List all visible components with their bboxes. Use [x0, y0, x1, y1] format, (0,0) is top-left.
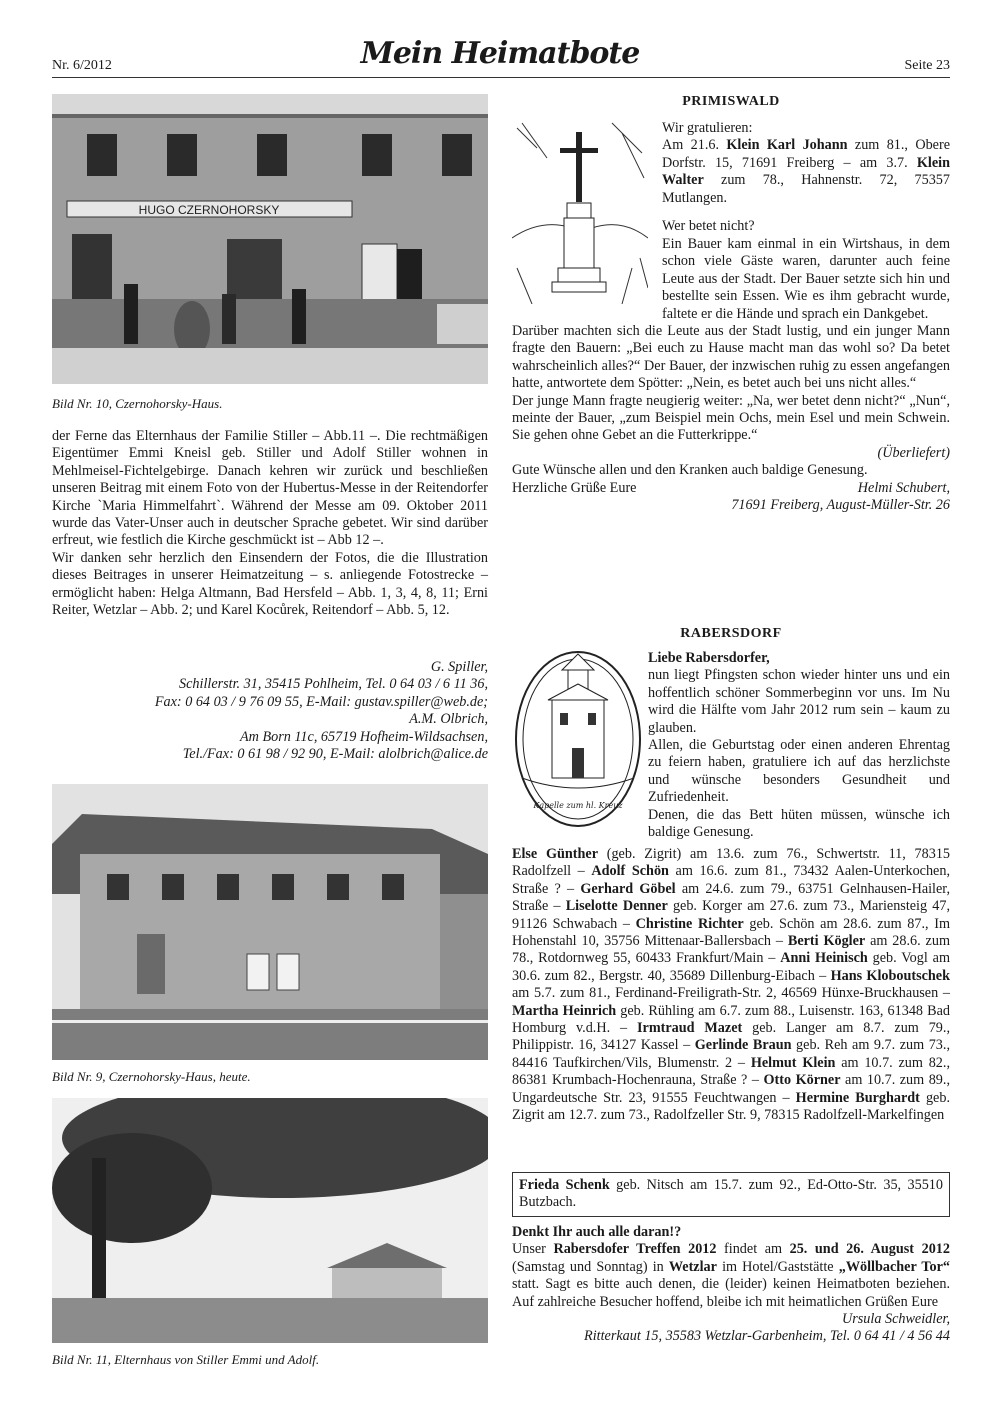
birthday-details: geb. Reh am 9.7. zum 73., 84416 Taufkirchen/Vils, Blumenstr. 2 – [512, 1037, 950, 1071]
intro-paragraph-1: nun liegt Pfingsten schon wieder hinter uns und ein hoffentlich schöner Sommerbeginn vor uns. Im Nu wird die Hälfte vom Jahr 2012 rum sein – kaum zu glauben. [648, 667, 950, 736]
reminder-event: Rabersdofer Treffen 2012 [553, 1241, 717, 1258]
meeting-reminder [512, 1224, 950, 1346]
birthday-name: Gerhard Göbel [580, 880, 676, 897]
caption-photo-10: Bild Nr. 10, Czernohorsky-Haus. [52, 396, 223, 411]
reminder-text: (Samstag und Sonntag) in [512, 1258, 669, 1275]
birthday-name: Irmtraud Mazet [637, 1020, 743, 1037]
birthday-name: Martha Heinrich [512, 1002, 617, 1019]
emblem-caption: Kapelle zum hl. Kreuz [533, 801, 623, 810]
birthday-details: am 10.7. zum 89., Ungardeutsche Str. 23, 91555 Feuchtwangen – [512, 1072, 950, 1106]
congrats-name-1: Klein Karl Johann [726, 137, 848, 154]
header-rule [52, 77, 950, 78]
primiswald-story [512, 236, 950, 515]
signature-line-1: G. Spiller, [430, 659, 488, 675]
birthday-name: Liselotte Denner [565, 898, 668, 915]
masthead-title: Mein Heimatbote [360, 36, 640, 71]
birthday-name: Helmut Klein [750, 1054, 836, 1071]
caption-photo-9: Bild Nr. 9, Czernohorsky-Haus, heute. [52, 1069, 251, 1084]
reminder-venue: „Wöllbacher Tor“ [838, 1258, 951, 1275]
issue-number: Nr. 6/2012 [52, 58, 112, 73]
signature-line-2: Schillerstr. 31, 35415 Pohlheim, Tel. 0 64 03 / 6 11 36, [179, 676, 488, 693]
birthday-name: Hermine Burghardt [795, 1089, 920, 1106]
birthday-details: am 5.7. zum 81., Ferdinand-Freiligrath-Str. 2, 46569 Hünxe-Bruckhausen – [512, 985, 950, 1002]
birthday-name: Else Günther [512, 846, 598, 862]
reminder-title: Denkt Ihr auch alle daran!? [512, 1224, 682, 1240]
congrats-intro: Wir gratulieren: [662, 120, 753, 136]
article-continuation [52, 428, 488, 619]
story-paragraph-2: Darüber machten sich die Leute aus der Stadt lustig, und ein junger Mann fragte den Bauern: „Bei euch zu Hause macht man das wohl so? Da betet wahrscheinlich alles?“ Der Bauer, der inzwischen ruhig zu essen angefangen hatte, antwortete dem Spötter: „Nein, es betet auch bei uns nicht alles.“ [512, 323, 950, 392]
article-paragraph-2: Wir danken sehr herzlich den Einsendern der Fotos, die die Illustration dieses Beitrages in unserer Heimatzeitung – s. anliegende Fotostrecke – ermöglicht haben: Helga Altmann, Bad Hersfeld – Abb. 1, 3, 4, 8, 11; Erni Reiter, Wetzlar – Abb. 2; und Karel Kocůrek, Reitendorf – Abb. 5, 12. [52, 549, 488, 619]
signature-line-3: Fax: 0 64 03 / 9 76 09 55, E-Mail: gustav.spiller@web.de; [154, 693, 488, 710]
rabersdorf-address: Ritterkaut 15, 35583 Wetzlar-Garbenheim, Tel. 0 64 41 / 4 56 44 [584, 1328, 950, 1345]
signature-line-5: Am Born 11c, 65719 Hofheim-Wildsachsen, [240, 728, 488, 745]
reminder-date: 25. und 26. August 2012 [789, 1241, 950, 1258]
shop-sign-text: HUGO CZERNOHORSKY [138, 203, 280, 217]
reminder-text: statt. Sagt es bitte auch denen, die (leider) keinen Heimatboten beziehen. Auf zahlreiche Besucher hoffend, bleibe ich mit heimatlichen Grüßen Eure [512, 1276, 950, 1310]
section-title-primiswald: PRIMISWALD [682, 94, 780, 109]
photo-czernohorsky-house-historic [52, 94, 488, 384]
page-number: Seite 23 [904, 58, 950, 73]
author-name: Helmi Schubert, [857, 479, 950, 496]
greeting: Herzliche Grüße Eure [512, 479, 637, 496]
salutation: Liebe Rabersdorfer, [648, 650, 770, 666]
birthday-details: geb. Vogl am 30.6. zum 82., Bergstr. 40, 35689 Dillenburg-Eibach – [512, 950, 950, 984]
birthday-details: am 24.6. zum 79., 63751 Gelnhausen-Hailer, Straße – [512, 880, 951, 915]
rabersdorf-author: Ursula Schweidler, [842, 1311, 950, 1328]
reminder-text: im Hotel/Gaststätte [716, 1258, 839, 1275]
birthday-details: am 10.7. zum 82., 86381 Krumbach-Hochenrauna, Straße ? – [512, 1054, 950, 1089]
birthday-details: geb. Korger am 27.6. zum 73., Mariensteig 47, 91126 Schwabach – [512, 898, 950, 932]
signature-line-4: A.M. Olbrich, [409, 711, 488, 728]
caption-photo-11: Bild Nr. 11, Elternhaus von Stiller Emmi und Adolf. [52, 1352, 320, 1367]
birthday-name: Berti Kögler [787, 933, 866, 950]
birthday-details: geb. Langer am 8.7. zum 79., Philippistr. 16, 34127 Kassel – [512, 1020, 950, 1054]
signature-line-6: Tel./Fax: 0 61 98 / 92 90, E-Mail: alolbrich@alice.de [182, 746, 488, 763]
birthday-details: am 28.6. zum 78., Rotdornweg 55, 60433 Frankfurt/Main – [512, 933, 950, 967]
good-wishes: Gute Wünsche allen und den Kranken auch baldige Genesung. [512, 462, 868, 479]
author-signature-block [52, 659, 488, 763]
chapel-emblem [512, 648, 644, 830]
birthday-name: Hans Kloboutschek [830, 967, 950, 984]
birthday-name: Anni Heinisch [780, 950, 868, 967]
birthday-details: geb. Schön am 28.6. zum 87., Im Hohenstahl 10, 35756 Mittenaar-Ballersbach – [512, 915, 950, 950]
section-title-rabersdorf: RABERSDORF [680, 626, 782, 641]
birthday-details: am 16.6. zum 81., 73432 Aalen-Unterkochen, Straße ? – [512, 863, 950, 897]
reminder-text: findet am [716, 1241, 790, 1258]
author-address: 71691 Freiberg, August-Müller-Str. 26 [731, 497, 950, 514]
primiswald-congratulations [662, 120, 950, 207]
photo-czernohorsky-house-today [52, 784, 488, 1060]
congrats-text-2: zum 81., Obere Dorfstr. 15, 71691 Freiberg – am 3.7. [662, 137, 950, 171]
birthday-details: geb. Zigrit am 12.7. zum 73., Radolfzeller Str. 9, 78315 Radolfzell-Markelfingen [512, 1089, 950, 1124]
highlight-box-birthday [512, 1172, 950, 1217]
box-birthday-name: Frieda Schenk [519, 1177, 610, 1193]
reminder-text: Unser [512, 1241, 554, 1258]
rabersdorf-intro [648, 650, 950, 841]
birthday-name: Otto Körner [763, 1072, 841, 1089]
article-paragraph-1: der Ferne das Elternhaus der Familie Stiller – Abb.11 –. Die rechtmäßigen Eigentümer Emmi Kneisl geb. Stiller und Adolf Stiller wohnen in Mehlmeisel-Fichtelgebirge. Danach kehren wir zurück und beschließen unseren Beitrag mit einem Foto von der Hubertus-Messe in der Reitendorfer Kirche `Maria Himmelfahrt`. Während der Messe am 09. Oktober 2011 wurde das Vater-Unser auch in deutscher Sprache gebetet. Wir sind darüber erfreut, wie festlich die Kirche geschmückt ist – Abb 12 –. [52, 428, 488, 549]
story-paragraph-1: Ein Bauer kam einmal in ein Wirtshaus, in dem schon viele Gäste waren, darunter auch feine Leute aus der Stadt. Der Bauer setzte sich hin und bestellte sein Essen. Wie es ihm gebracht wurde, faltete er die Hände und sprach ein Dankgebet. [662, 236, 950, 322]
birthday-list [512, 846, 950, 1125]
intro-paragraph-3: Denen, die das Bett hüten müssen, wünsche ich baldige Genesung. [648, 806, 950, 841]
congrats-name-2: Klein Walter [662, 154, 950, 189]
box-birthday-details: geb. Nitsch am 15.7. zum 92., Ed-Otto-Str. 35, 35510 Butzbach. [519, 1177, 943, 1211]
photo-stiller-family-house [52, 1098, 488, 1343]
congrats-text-1: Am 21.6. [662, 137, 727, 154]
birthday-name: Adolf Schön [591, 863, 669, 880]
birthday-name: Gerlinde Braun [694, 1037, 792, 1054]
intro-paragraph-2: Allen, die Geburtstag oder einen anderen Ehrentag zu feiern haben, gratuliere ich auf das herzlichste und wünsche besonders Gesundheit und Zufriedenheit. [648, 737, 950, 806]
birthday-name: Christine Richter [635, 915, 744, 932]
story-paragraph-3: Der junge Mann fragte neugierig weiter: „Na, wer betet denn nicht?“ „Nun“, meinte der Bauer, „zum Beispiel mein Ochs, mein Esel und mein Schwein. Sie gehen ohne Gebet an die Futterkrippe.“ [512, 392, 950, 444]
birthday-details: geb. Rühling am 6.7. zum 88., Luisenstr. 163, 61348 Bad Homburg v.d.H. – [512, 1002, 950, 1037]
reminder-city: Wetzlar [668, 1258, 717, 1275]
birthday-details: (geb. Zigrit) am 13.6. zum 76., Schwertstr. 11, 78315 Radolfzell – [512, 846, 951, 880]
congrats-text-3: zum 78., Hahnenstr. 72, 75357 Mutlangen. [662, 172, 950, 206]
story-title: Wer betet nicht? [662, 218, 755, 234]
story-source: (Überliefert) [877, 444, 950, 461]
